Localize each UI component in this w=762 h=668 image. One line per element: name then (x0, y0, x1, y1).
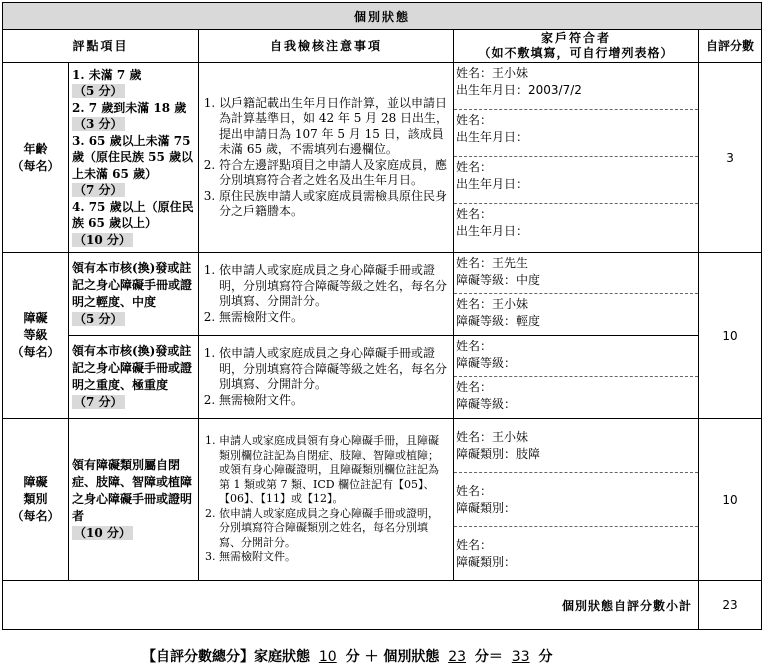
level-field[interactable]: 中度 (516, 273, 541, 287)
individual-status-table (2, 2, 762, 630)
disability-type-line3: （每名） (11, 509, 60, 523)
individual-score-field[interactable]: 23 (448, 649, 467, 665)
disability-severe-item: 領有本市核(換)發或註記之身心障礙手冊或證明之重度、極重度 （7 分） (69, 336, 199, 419)
disability-type-line2: 類別 (23, 492, 48, 506)
header-notes: 自我檢核注意事項 (199, 30, 454, 63)
total-prefix: 【自評分數總分】家庭狀態 (142, 649, 310, 665)
table-title: 個別狀態 (3, 3, 762, 30)
age-notes (199, 63, 454, 253)
grand-total-field[interactable]: 33 (511, 649, 530, 665)
disability-mild-item: 領有本市核(換)發或註記之身心障礙手冊或證明之輕度、中度 （5 分） (69, 253, 199, 336)
disability-type-note: 2. 依申請人或家庭成員之身心障礙手冊或證明，分別填寫符合障礙類別之姓名，每名分別填寫、分開計分。 (219, 507, 449, 551)
age-category-line1: 年齡 (23, 141, 48, 156)
disability-mild-note: 1. 依申請人或家庭成員之身心障礙手冊或證明，分別填寫符合障礙等級之姓名，每名分別填寫、分開計分。 (219, 263, 449, 310)
age-score[interactable]: 3 (699, 63, 762, 253)
header-score: 自評分數 (699, 30, 762, 63)
level-field[interactable]: 輕度 (516, 314, 541, 328)
total-unit1: 分 ＋ 個別狀態 (345, 649, 440, 665)
disability-mild-slots (454, 253, 699, 336)
age-note: 2. 符合左邊評點項目之申請人及家庭成員，應分別填寫符合者之姓名及出生年月日。 (219, 158, 449, 189)
name-field[interactable]: 王小妹 (492, 430, 529, 444)
disability-type-note: 1. 申請人或家庭成員領有身心障礙手冊，且障礙類別欄位註記為自閉症、肢障、智障或植障；或領有身心障礙證明，且障礙類別欄位註記為第 1 類或第 7 類、ICD 欄位註記有【05】、【06】、【11】或【12】。 (219, 434, 449, 507)
subtotal-value[interactable]: 23 (699, 581, 762, 630)
disability-type-category (3, 419, 69, 581)
family-score-field[interactable]: 10 (318, 649, 337, 665)
age-options (69, 63, 199, 253)
age-slot: 姓名：王小妹 出生年月日：2003/7/2 (454, 63, 698, 110)
age-note: 3. 原住民族申請人或家庭成員需檢具原住民身分之戶籍謄本。 (219, 189, 449, 220)
disability-severe-slot: 姓名： 障礙等級： (454, 336, 698, 377)
age-dob-field[interactable]: 2003/7/2 (528, 83, 582, 97)
disability-type-slot: 姓名：王小妹 障礙類別：肢障 (454, 419, 698, 473)
disability-level-score[interactable]: 10 (699, 253, 762, 419)
age-option: 3. 65 歲以上未滿 75 歲（原住民族 55 歲以上未滿 65 歲） （7 分） (72, 133, 194, 198)
age-category-line2: （每名） (11, 158, 60, 173)
disability-severe-note: 1. 依申請人或家庭成員之身心障礙手冊或證明，分別填寫符合障礙等級之姓名，每名分別填寫、分開計分。 (219, 346, 449, 393)
disability-type-slot: 姓名： 障礙類別： (454, 473, 698, 527)
header-family-line2: （如不敷填寫，可自行增列表格） (478, 46, 674, 60)
header-family-line1: 家戶符合者 (540, 31, 611, 45)
disability-level-line2: 等級 (23, 328, 48, 342)
total-unit3: 分 (538, 649, 553, 665)
age-slot: 姓名： 出生年月日： (456, 207, 529, 238)
disability-level-category (3, 253, 69, 419)
disability-type-score[interactable]: 10 (699, 419, 762, 581)
disability-type-line1: 障礙 (23, 475, 48, 489)
disability-severe-slot: 姓名： 障礙等級： (456, 380, 517, 411)
header-family (454, 30, 699, 63)
disability-severe-notes (199, 336, 454, 419)
age-slot: 姓名： 出生年月日： (454, 157, 698, 204)
disability-type-slot: 姓名： 障礙類別： (456, 538, 517, 569)
disability-type-notes (199, 419, 454, 581)
header-item: 評點項目 (3, 30, 199, 63)
age-option: 1. 未滿 7 歲 （5 分） (72, 67, 142, 99)
age-family-slots (454, 63, 699, 253)
age-note: 1. 以戶籍記載出生年月日作計算，並以申請日為計算基準日，如 42 年 5 月 28 日出生，提出申請日為 107 年 5 月 15 日，該成員未滿 65 歲，不需填列右邊欄位。 (219, 96, 449, 158)
disability-type-note: 3. 無需檢附文件。 (219, 550, 449, 565)
disability-mild-slot: 姓名：王先生 障礙等級：中度 (454, 253, 698, 294)
age-option: 4. 75 歲以上（原住民族 65 歲以上） （10 分） (72, 199, 194, 247)
disability-level-line3: （每名） (11, 345, 60, 359)
age-option: 2. 7 歲到未滿 18 歲 （3 分） (72, 100, 187, 132)
disability-mild-slot: 姓名：王小妹 障礙等級：輕度 (456, 297, 541, 328)
age-slot: 姓名： 出生年月日： (454, 110, 698, 157)
disability-mild-notes (199, 253, 454, 336)
disability-severe-slots (454, 336, 699, 419)
age-name-field[interactable]: 王小妹 (492, 66, 529, 80)
disability-type-slots (454, 419, 699, 581)
total-unit2: 分＝ (474, 649, 503, 665)
age-category (3, 63, 69, 253)
disability-severe-note: 2. 無需檢附文件。 (219, 393, 449, 409)
disability-mild-note: 2. 無需檢附文件。 (219, 310, 449, 326)
subtotal-label: 個別狀態自評分數小計 (3, 581, 699, 630)
disability-type-item: 領有障礙類別屬自閉症、肢障、智障或植障之身心障礙手冊或證明者 （10 分） (69, 419, 199, 581)
name-field[interactable]: 王小妹 (492, 297, 529, 311)
total-score-line (142, 646, 552, 666)
disability-level-line1: 障礙 (23, 311, 48, 325)
name-field[interactable]: 王先生 (492, 256, 529, 270)
type-field[interactable]: 肢障 (516, 447, 541, 461)
